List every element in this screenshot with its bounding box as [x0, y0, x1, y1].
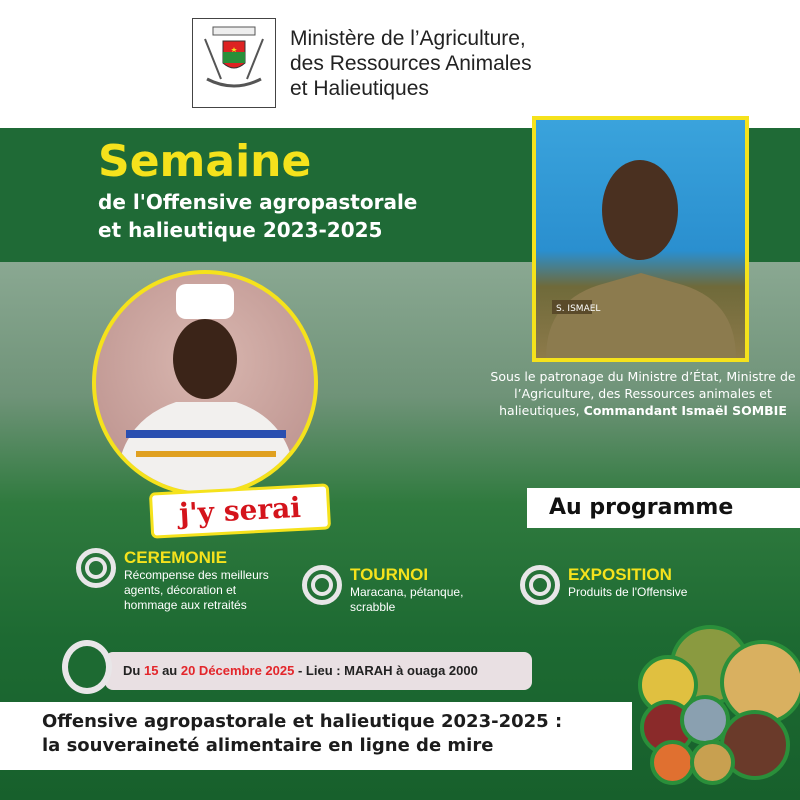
ministry-line: et Halieutiques	[290, 77, 429, 100]
minister-photo	[532, 116, 749, 362]
target-icon	[520, 565, 560, 605]
subtitle-line: et halieutique 2023-2025	[98, 218, 383, 242]
target-icon	[302, 565, 342, 605]
program-item-desc: Maracana, pétanque, scrabble	[350, 585, 464, 614]
patron-name: Commandant Ismaël SOMBIE	[583, 403, 787, 418]
ministry-line: Ministère de l’Agriculture,	[290, 27, 526, 50]
program-item-desc: Produits de l'Offensive	[568, 585, 688, 599]
attend-badge: j'y serai	[149, 483, 331, 538]
program-heading: Au programme	[527, 488, 800, 528]
patronage-text	[488, 368, 798, 419]
guest-photo	[92, 270, 318, 496]
program-item-title: EXPOSITION	[568, 565, 672, 584]
slogan-line: la souveraineté alimentaire en ligne de mire	[42, 735, 494, 756]
date-location: - Lieu : MARAH à ouaga 2000	[297, 663, 478, 678]
event-title: Semaine	[98, 136, 312, 187]
program-item-desc: Récompense des meilleurs agents, décoration et hommage aux retraités	[124, 568, 269, 612]
name-badge: S. ISMAEL	[556, 304, 601, 314]
mango-image	[650, 740, 695, 785]
program-item-tournoi	[302, 565, 480, 615]
program-item-exposition	[520, 565, 687, 605]
subtitle-line: de l'Offensive agropastorale	[98, 190, 418, 214]
date-start: 15	[143, 663, 159, 678]
slogan-line: Offensive agropastorale et halieutique 2023-2025 :	[42, 711, 563, 732]
program-item-title: TOURNOI	[350, 565, 429, 584]
date-du: Du	[123, 663, 141, 678]
footer-slogan	[0, 702, 632, 770]
event-subtitle	[98, 188, 417, 244]
target-icon	[76, 548, 116, 588]
stopwatch-icon	[62, 640, 112, 694]
ministry-line: des Ressources Animales	[290, 52, 532, 75]
patronage-desc: Sous le patronage du Ministre d’État, Ministre de l’Agriculture, des Ressources animales et halieutiques,	[490, 369, 796, 418]
coat-of-arms-logo	[192, 18, 276, 108]
program-item-ceremonie	[76, 548, 284, 613]
date-location-bar	[105, 652, 532, 690]
ministry-name	[290, 26, 532, 101]
program-item-title: CEREMONIE	[124, 548, 227, 567]
date-au: au	[162, 663, 178, 678]
date-end: 20 Décembre 2025	[180, 663, 295, 678]
grain-image	[690, 740, 735, 785]
